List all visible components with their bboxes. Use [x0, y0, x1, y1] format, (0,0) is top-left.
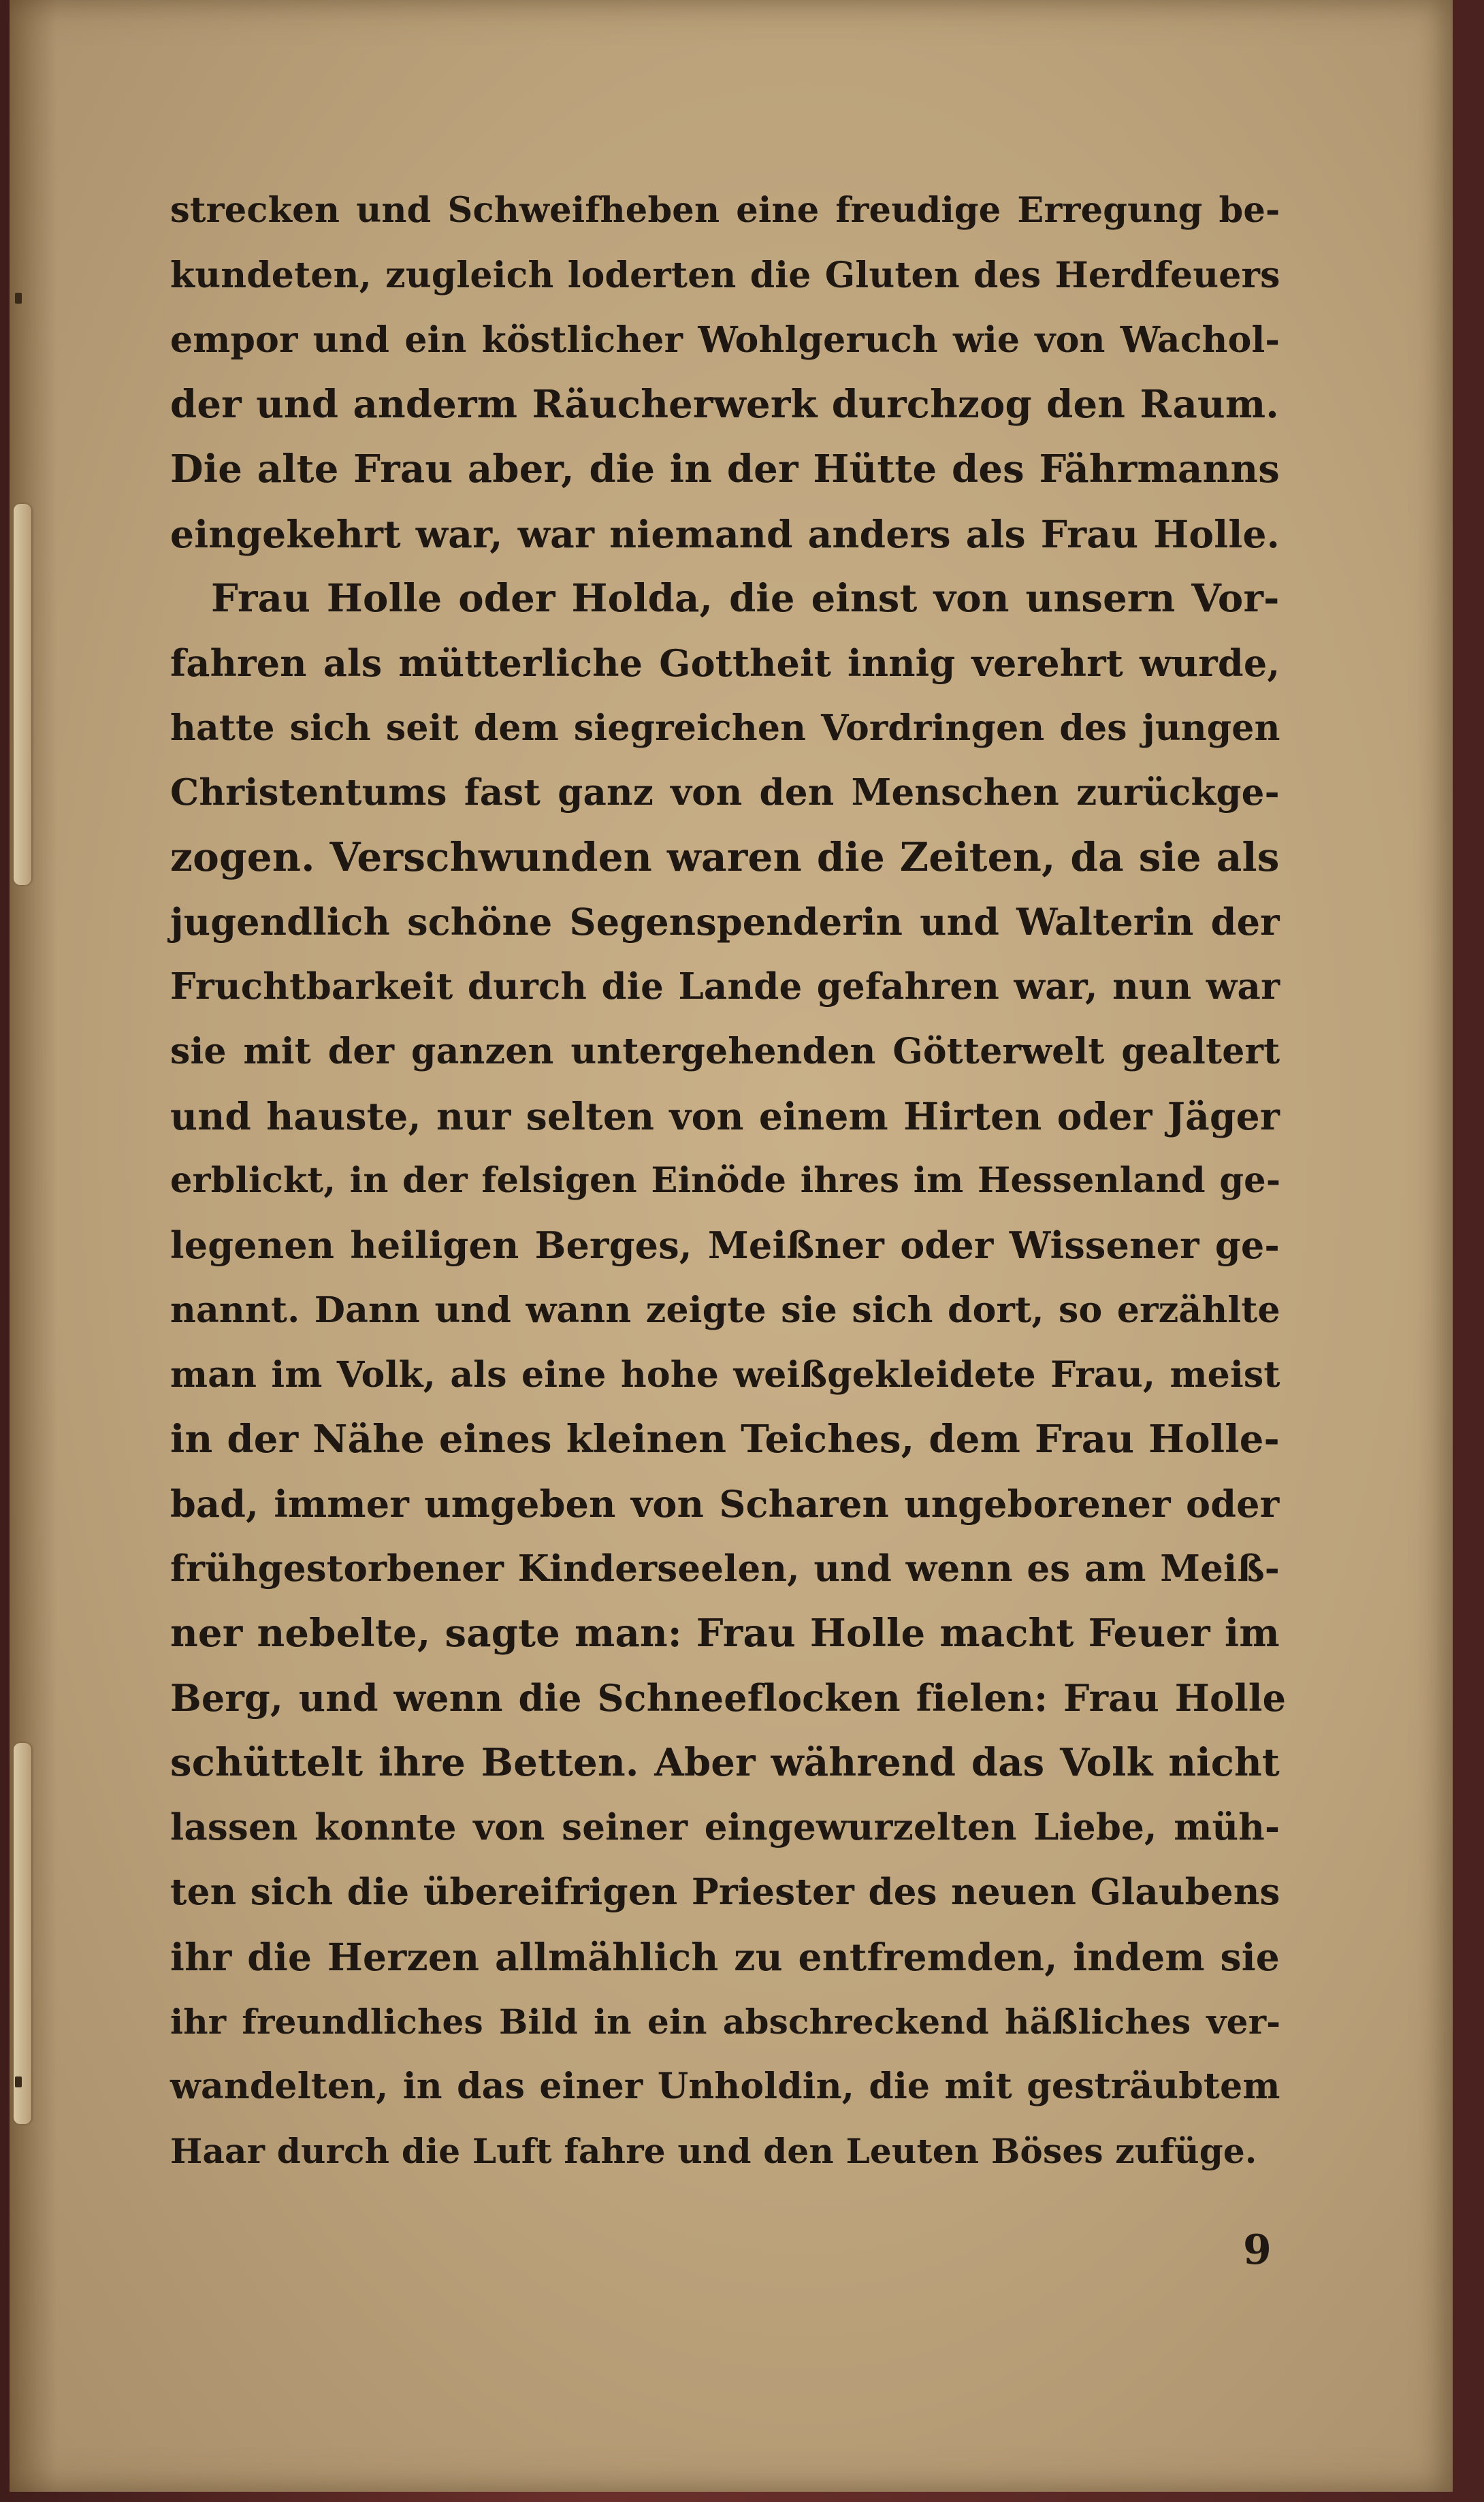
- paragraph-first-line: Frau Holle oder Holda, die einst von unsern Vor-: [211, 576, 1280, 621]
- text-line: Berg, und wenn die Schneeflocken fielen: Frau Holle: [170, 1676, 1287, 1720]
- text-line: Christentums fast ganz von den Menschen zurückge-: [170, 771, 1280, 814]
- text-line: in der Nähe eines kleinen Teiches, dem Frau Holle-: [170, 1417, 1280, 1462]
- text-line: bad, immer umgeben von Scharen ungeborener oder: [170, 1482, 1280, 1526]
- text-line: empor und ein köstlicher Wohlgeruch wie von Wachol-: [170, 319, 1280, 361]
- text-line: ihr die Herzen allmählich zu entfremden, indem sie: [170, 1935, 1280, 1979]
- text-line: Fruchtbarkeit durch die Lande gefahren war, nun war: [170, 965, 1280, 1008]
- text-line: jugendlich schöne Segenspenderin und Walterin der: [170, 900, 1280, 944]
- margin-mark: [15, 2076, 22, 2087]
- text-line: lassen konnte von seiner eingewurzelten Liebe, müh-: [170, 1806, 1280, 1848]
- text-line: fahren als mütterliche Gottheit innig verehrt wurde,: [170, 641, 1280, 685]
- text-line: kundeten, zugleich loderten die Gluten des Herdfeuers: [170, 255, 1280, 296]
- text-line: hatte sich seit dem siegreichen Vordringen des jungen: [170, 707, 1280, 749]
- text-line: und hauste, nur selten von einem Hirten oder Jäger: [170, 1094, 1280, 1138]
- text-line: legenen heiligen Berges, Meißner oder Wissener ge-: [170, 1223, 1280, 1267]
- book-page: [10, 0, 1453, 2492]
- text-line: ten sich die übereifrigen Priester des neuen Glaubens: [170, 1871, 1280, 1913]
- body-text: [170, 178, 1287, 2183]
- text-line: Haar durch die Luft fahre und den Leuten Böses zufüge.: [170, 2131, 1257, 2171]
- text-line: strecken und Schweifheben eine freudige Erregung be-: [170, 190, 1280, 231]
- page-number: 9: [1243, 2226, 1272, 2274]
- text-line: schüttelt ihre Betten. Aber während das Volk nicht: [170, 1740, 1280, 1785]
- text-line: sie mit der ganzen untergehenden Götterwelt gealtert: [170, 1031, 1280, 1072]
- binding-stitch: [14, 504, 31, 885]
- text-line: Die alte Frau aber, die in der Hütte des Fährmanns: [170, 447, 1280, 492]
- text-line: der und anderm Räucherwerk durchzog den Raum.: [170, 382, 1279, 427]
- text-line: ihr freundliches Bild in ein abschreckend häßliches ver-: [170, 2002, 1281, 2042]
- text-line: wandelten, in das einer Unholdin, die mit gesträubtem: [170, 2066, 1280, 2107]
- text-line: eingekehrt war, war niemand anders als Frau Holle.: [170, 512, 1280, 556]
- text-line: nannt. Dann und wann zeigte sie sich dort, so erzählte: [170, 1289, 1280, 1331]
- binding-stitch: [14, 1743, 31, 2124]
- margin-mark: [15, 293, 22, 304]
- text-line: man im Volk, als eine hohe weißgekleidete Frau, meist: [170, 1354, 1280, 1396]
- text-line: zogen. Verschwunden waren die Zeiten, da sie als: [170, 834, 1280, 880]
- text-line: frühgestorbener Kinderseelen, und wenn es am Meiß-: [170, 1547, 1280, 1590]
- text-line: ner nebelte, sagte man: Frau Holle macht Feuer im: [170, 1611, 1280, 1656]
- text-line: erblickt, in der felsigen Einöde ihres im Hessenland ge-: [170, 1160, 1281, 1201]
